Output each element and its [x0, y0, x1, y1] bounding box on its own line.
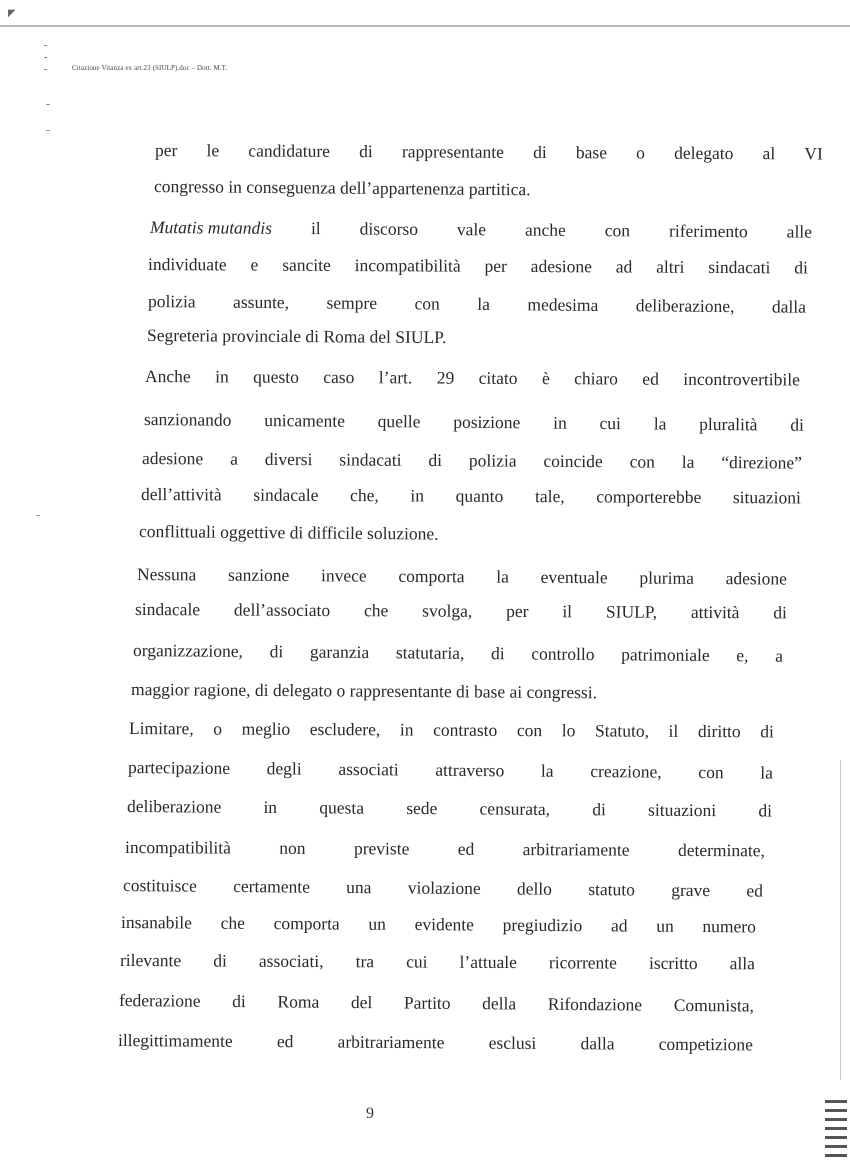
- body-text-line: dell’attività sindacale che, in quanto tale, comporterebbe situazioni: [140, 484, 801, 508]
- body-text-line: costituisce certamente una violazione dello statuto grave ed: [122, 875, 764, 901]
- body-text-line: illegittimamente ed arbitrariamente esclusi dalla competizione: [117, 1030, 754, 1055]
- margin-ticks: [44, 45, 48, 81]
- body-text-line: deliberazione in questa sede censurata, di situazioni di: [126, 796, 773, 821]
- margin-dot: [46, 104, 50, 105]
- body-text-line: conflittuali oggettive di difficile soluzione.: [138, 521, 439, 544]
- body-text-line: partecipazione degli associati attraverso la creazione, con la: [127, 757, 774, 783]
- body-text-line: individuate e sancite incompatibilità per adesione ad altri sindacati di: [147, 254, 808, 278]
- body-text-line: Nessuna sanzione invece comporta la eventuale plurima adesione: [136, 564, 787, 589]
- top-scan-rule: [0, 25, 850, 27]
- body-text-line: insanabile che comporta un evidente pregiudizio ad un numero: [120, 912, 757, 937]
- body-text-line: sanzionando unicamente quelle posizione in cui la pluralità di: [143, 409, 805, 435]
- document-file-label: Citazione Vitanza ex art.23 (SIULP).doc – Dott. M.T.: [72, 64, 228, 72]
- body-text-line: adesione a diversi sindacati di polizia coincide con la “direzione”: [141, 448, 803, 473]
- body-text-line: congresso in conseguenza dell’appartenenza partitica.: [153, 176, 531, 200]
- margin-dot: [46, 130, 50, 131]
- margin-dot: [36, 515, 40, 516]
- body-text-line: incompatibilità non previste ed arbitrariamente determinate,: [124, 837, 766, 861]
- body-text-line: Anche in questo caso l’art. 29 citato è chiaro ed incontrovertibile: [144, 366, 800, 390]
- body-text-line: rilevante di associati, tra cui l’attuale ricorrente iscritto alla: [119, 950, 755, 974]
- body-text-line: federazione di Roma del Partito della Rifondazione Comunista,: [118, 990, 755, 1016]
- body-text-line: Segreteria provinciale di Roma del SIULP.: [146, 325, 447, 348]
- scan-bar-marks: [825, 1100, 847, 1163]
- page-number: 9: [366, 1105, 374, 1122]
- corner-mark: ◤: [8, 8, 16, 19]
- scan-edge-line: [840, 760, 841, 1080]
- body-text-line: sindacale dell’associato che svolga, per il SIULP, attività di: [134, 599, 788, 623]
- body-text-line: organizzazione, di garanzia statutaria, di controllo patrimoniale e, a: [132, 640, 784, 666]
- body-text-line: maggior ragione, di delegato o rappresentante di base ai congressi.: [130, 679, 598, 703]
- body-text-line: Mutatis mutandis il discorso vale anche con riferimento alle: [149, 217, 813, 242]
- body-text-line: polizia assunte, sempre con la medesima deliberazione, dalla: [147, 291, 807, 317]
- body-text-line: Limitare, o meglio escludere, in contrasto con lo Statuto, il diritto di: [128, 718, 774, 742]
- body-text-line: per le candidature di rappresentante di base o delegato al VI: [154, 140, 823, 164]
